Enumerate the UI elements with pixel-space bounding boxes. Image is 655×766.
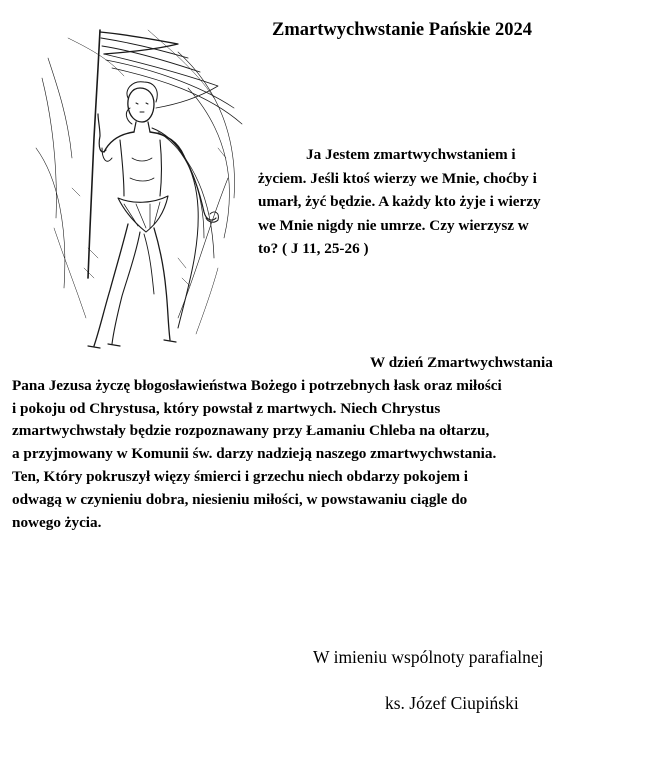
signature-priest: ks. Józef Ciupiński [385, 693, 519, 713]
wishes-line: Ten, Który pokruszył więzy śmierci i grzechu niech obdarzy pokojem i [12, 467, 469, 485]
scripture-quote [258, 143, 618, 261]
quote-line: Ja Jestem zmartwychwstaniem i [306, 146, 516, 163]
wishes-line: zmartwychwstały będzie rozpoznawany przy Łamaniu Chleba na ołtarzu, [12, 422, 490, 440]
page-title: Zmartwychwstanie Pańskie 2024 [272, 20, 533, 40]
wishes-line: W dzień Zmartwychwstania [370, 354, 553, 371]
wishes-line: nowego życia. [12, 513, 102, 531]
easter-wishes [12, 352, 630, 534]
wishes-line: i pokoju od Chrystusa, który powstał z martwych. Niech Chrystus [12, 399, 441, 417]
quote-line: to? ( J 11, 25-26 ) [258, 240, 369, 257]
wishes-line: Pana Jezusa życzę błogosławieństwa Bożego i potrzebnych łask oraz miłości [12, 376, 502, 394]
risen-christ-sketch-icon [28, 28, 250, 354]
quote-line: umarł, żyć będzie. A każdy kto żyje i wierzy [258, 193, 541, 210]
wishes-line: odwagą w czynieniu dobra, niesieniu miłości, w powstawaniu ciągle do [12, 490, 468, 508]
signature-community: W imieniu wspólnoty parafialnej [313, 647, 544, 667]
quote-line: życiem. Jeśli ktoś wierzy we Mnie, choćby i [258, 169, 537, 187]
quote-line: we Mnie nigdy nie umrze. Czy wierzysz w [258, 216, 529, 234]
wishes-line: a przyjmowany w Komunii św. darzy nadzieją naszego zmartwychwstania. [12, 445, 497, 463]
